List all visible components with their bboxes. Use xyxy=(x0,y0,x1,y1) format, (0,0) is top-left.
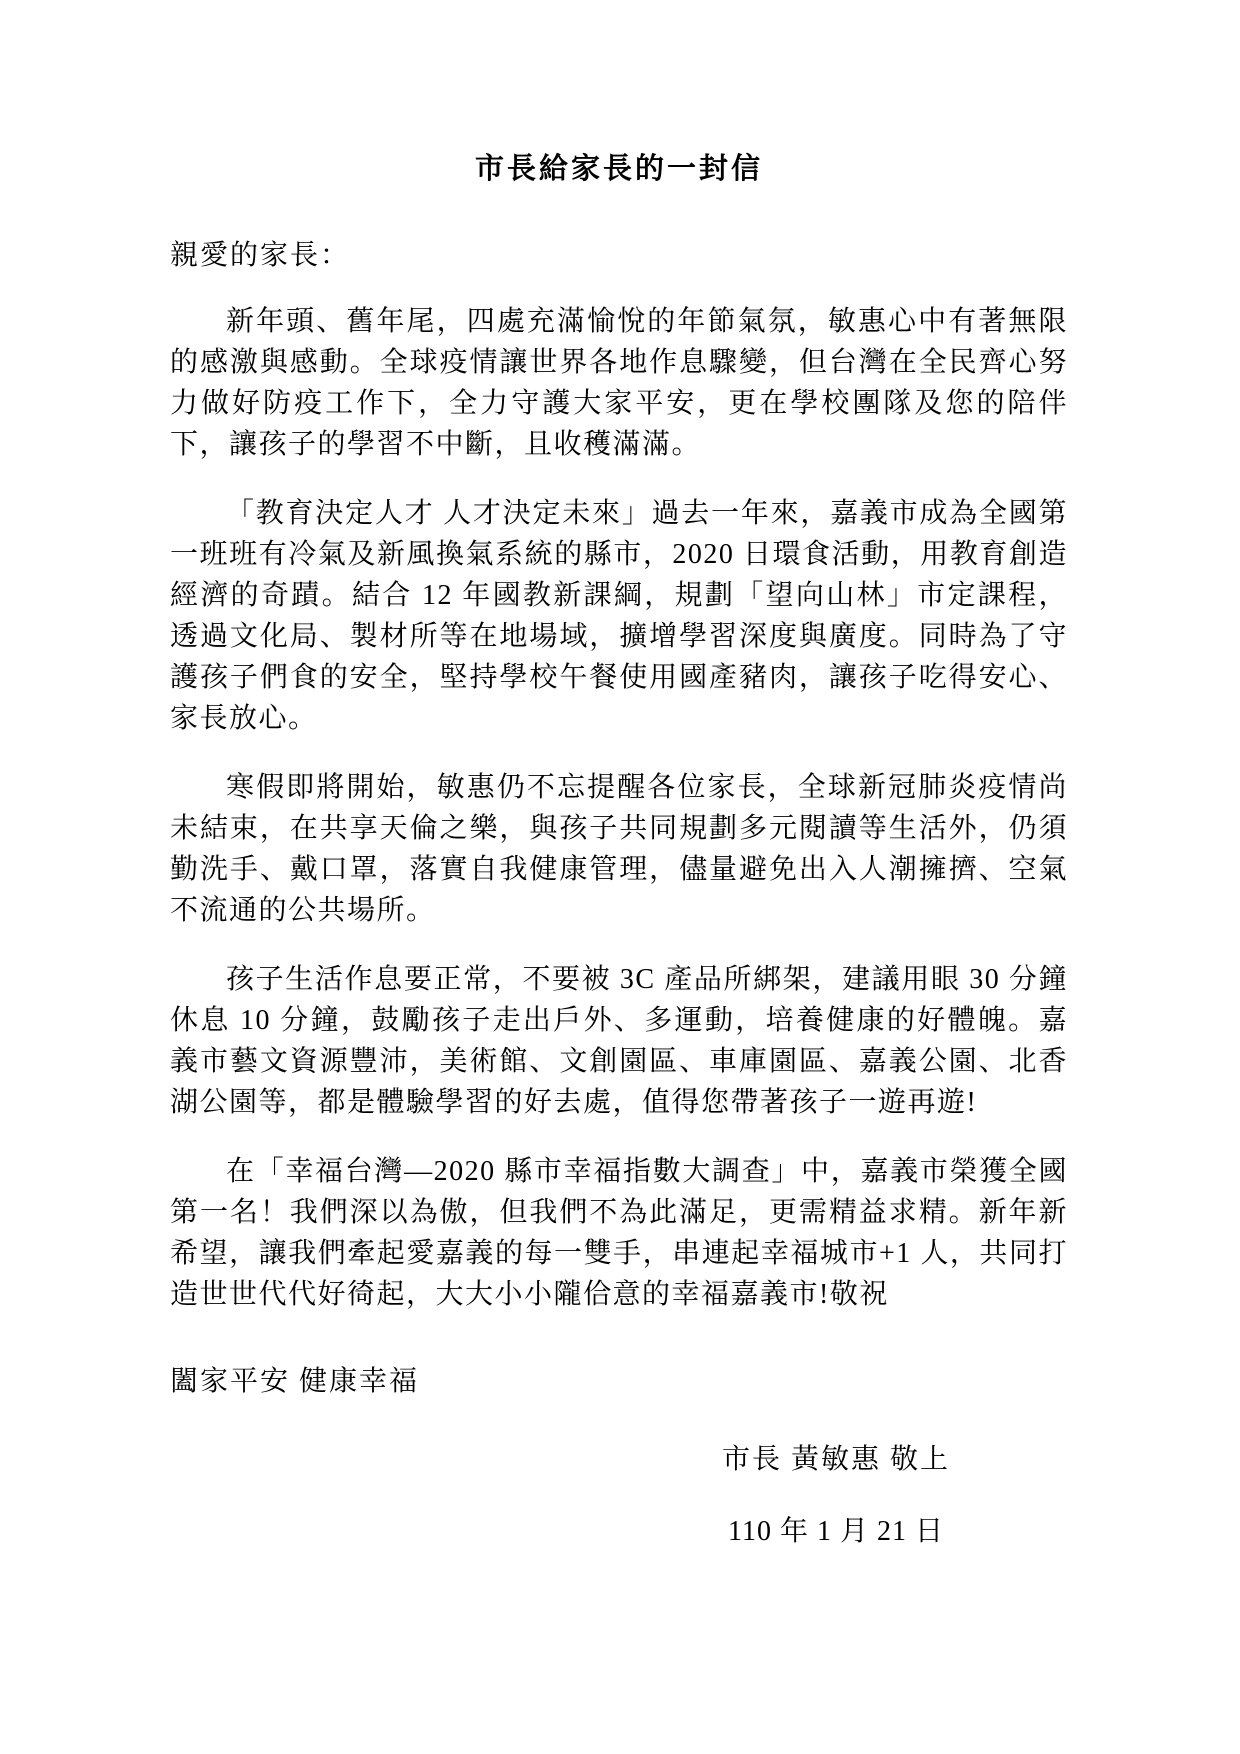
letter-title: 市長給家長的一封信 xyxy=(474,153,763,185)
paragraph-2: 「教育決定人才 人才決定未來」過去一年來，嘉義市成為全國第一班班有冷氣及新風換氣系統的縣市，2020 日環食活動，用教育創造經濟的奇蹟。結合 12 年國教新課綱，規劃「望向山林」市定課程，透過文化局、製材所等在地場域，擴增學習深度與廣度。同時為了守護孩子們食的安全，堅持學校午餐使用國產豬肉，讓孩子吃得安心、家長放心。 xyxy=(170,498,1068,734)
salutation: 親愛的家長： xyxy=(170,240,351,271)
paragraph-3: 寒假即將開始，敏惠仍不忘提醒各位家長，全球新冠肺炎疫情尚未結束，在共享天倫之樂，與孩子共同規劃多元閱讀等生活外，仍須勤洗手、戴口罩，落實自我健康管理，儘量避免出入人潮擁擠、空氣不流通的公共場所。 xyxy=(170,772,1068,926)
paragraph-5: 在「幸福台灣—2020 縣市幸福指數大調查」中，嘉義市榮獲全國第一名！我們深以為傲，但我們不為此滿足，更需精益求精。新年新希望，讓我們牽起愛嘉義的每一雙手，串連起幸福城市+1 人，共同打造世世代代好徛起，大大小小隴佮意的幸福嘉義市!敬祝 xyxy=(170,1156,1068,1310)
closing-line: 闔家平安 健康幸福 xyxy=(170,1366,420,1397)
paragraph-4: 孩子生活作息要正常，不要被 3C 產品所綁架，建議用眼 30 分鐘休息 10 分鐘，鼓勵孩子走出戶外、多運動，培養健康的好體魄。嘉義市藝文資源豐沛，美術館、文創園區、車庫園區、嘉義公園、北香湖公園等，都是體驗學習的好去處，值得您帶著孩子一遊再遊! xyxy=(170,964,1068,1118)
paragraph-1: 新年頭、舊年尾，四處充滿愉悅的年節氣氛，敏惠心中有著無限的感激與感動。全球疫情讓世界各地作息驟變，但台灣在全民齊心努力做好防疫工作下，全力守護大家平安，更在學校團隊及您的陪伴下，讓孩子的學習不中斷，且收穫滿滿。 xyxy=(170,306,1068,460)
signature-line: 市長 黃敏惠 敬上 xyxy=(721,1444,950,1475)
date-line: 110 年 1 月 21 日 xyxy=(728,1516,944,1547)
